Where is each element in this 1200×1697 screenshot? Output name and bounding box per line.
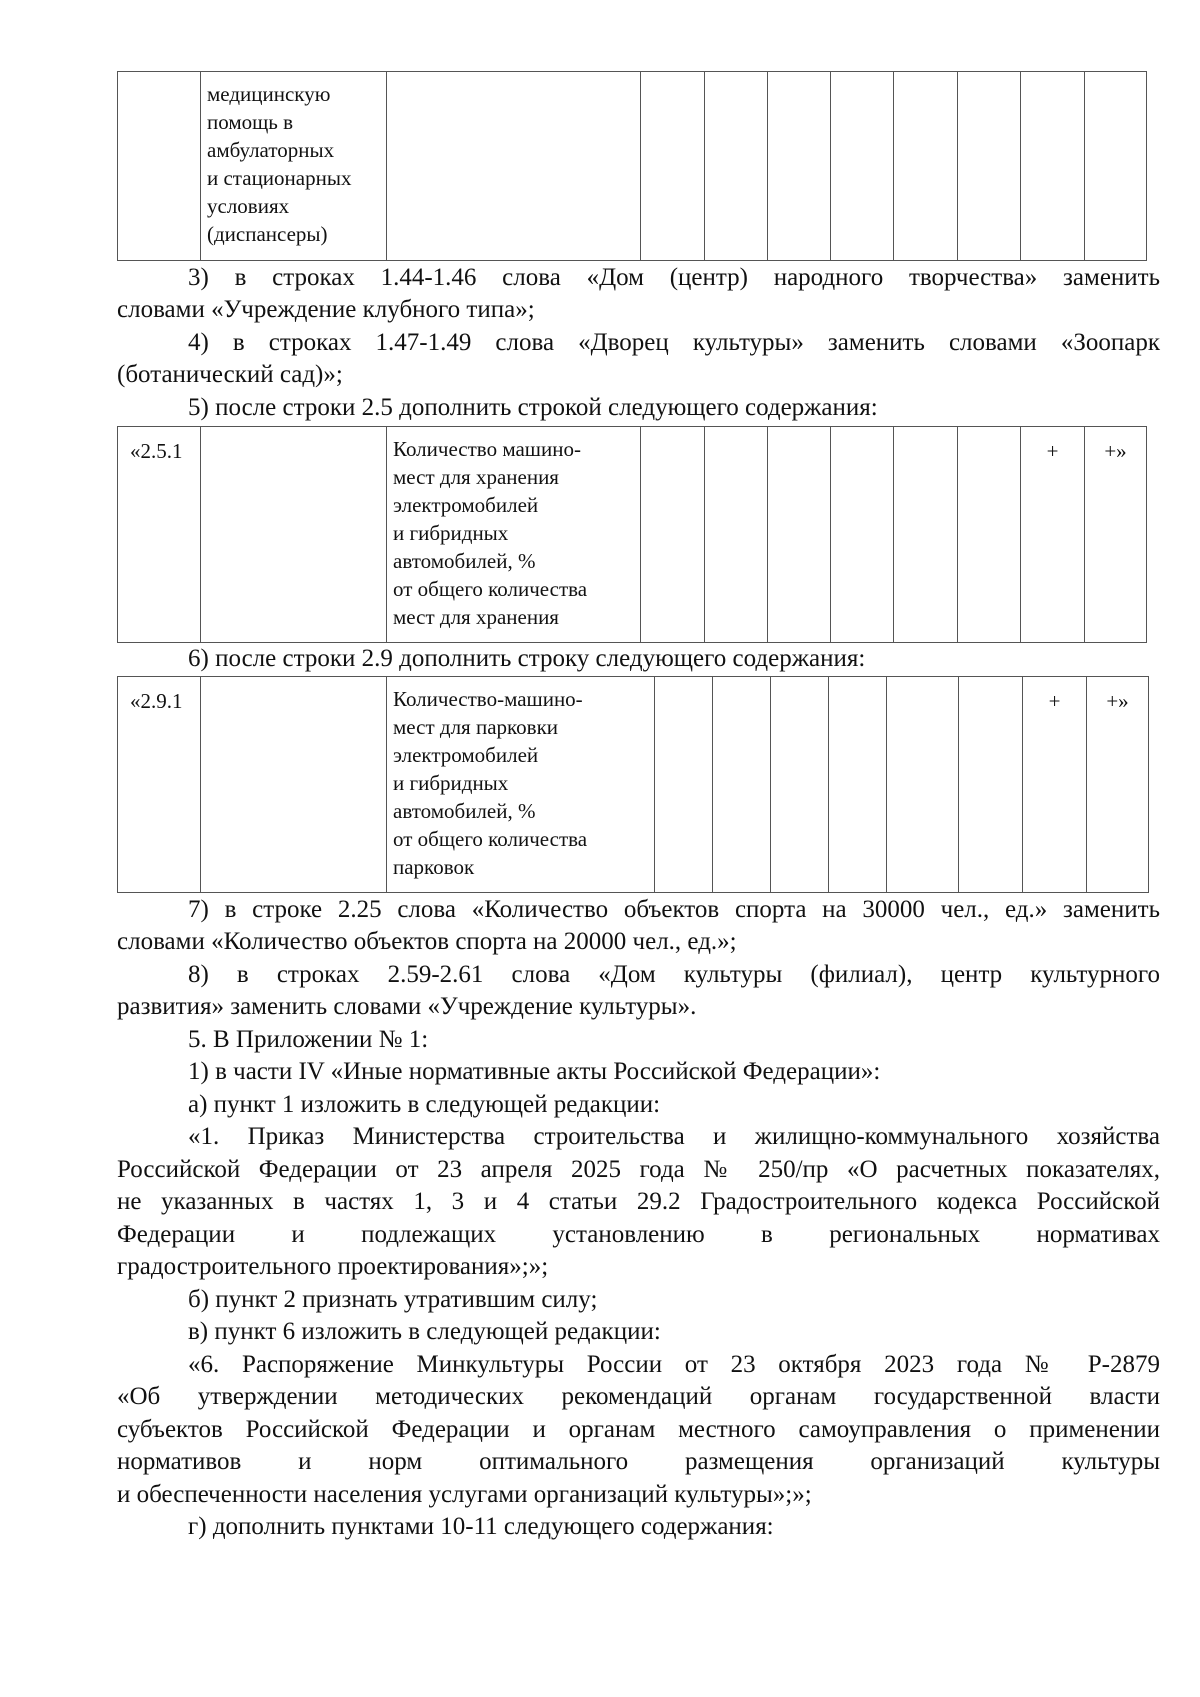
table-cell — [894, 72, 958, 261]
table-row-2-9-1 — [117, 676, 1149, 893]
table-cell — [768, 72, 831, 261]
table-cell — [387, 427, 641, 643]
text-line: 7) в строке 2.25 слова «Количество объектов спорта на 30000 чел., ед.» заменить — [188, 896, 1160, 923]
paragraph-item-3-cont — [117, 294, 1160, 326]
paragraph-item-7-cont — [117, 926, 1160, 958]
table-cell — [1085, 72, 1147, 261]
table-cell — [118, 427, 201, 643]
section-5-item-v — [117, 1316, 1160, 1348]
table-cell — [387, 677, 655, 893]
plus-mark: +» — [1104, 439, 1127, 463]
text-line: градостроительного проектирования»;»; — [117, 1253, 549, 1280]
table-cell — [1085, 427, 1147, 643]
quote-point-6-line5 — [117, 1479, 1160, 1511]
table-fragment-top — [117, 71, 1147, 261]
table-cell — [894, 427, 958, 643]
table-cell — [1021, 72, 1085, 261]
table-cell — [1023, 677, 1087, 893]
text-line: «1. Приказ Министерства строительства и жилищно-коммунального хозяйства — [188, 1123, 1160, 1150]
text-line: Федерации и подлежащих установлению в региональных нормативах — [117, 1221, 1160, 1248]
text-line: г) дополнить пунктами 10-11 следующего содержания: — [188, 1513, 774, 1540]
text-line: 4) в строках 1.47-1.49 слова «Дворец культуры» заменить словами «Зоопарк — [188, 329, 1160, 356]
quote-point-6-line2 — [117, 1381, 1160, 1413]
quote-point-1-line5 — [117, 1251, 1160, 1283]
text-line: и обеспеченности населения услугами организаций культуры»;»; — [117, 1481, 812, 1508]
table-cell — [201, 427, 387, 643]
text-line: развития» заменить словами «Учреждение культуры». — [117, 993, 697, 1020]
table-cell — [705, 72, 768, 261]
table-cell — [958, 427, 1021, 643]
table-cell — [829, 677, 887, 893]
paragraph-item-5 — [117, 392, 1160, 424]
plus-mark: + — [1048, 689, 1061, 713]
table-row — [118, 427, 1147, 643]
text-line: (ботанический сад)»; — [117, 361, 343, 388]
paragraph-item-7 — [117, 894, 1160, 926]
text-line: 8) в строках 2.59-2.61 слова «Дом культуры (филиал), центр культурного — [188, 961, 1160, 988]
text-line: 3) в строках 1.44-1.46 слова «Дом (центр) народного творчества» заменить — [188, 264, 1160, 291]
section-5-item-1 — [117, 1056, 1160, 1088]
table-cell — [959, 677, 1023, 893]
quote-point-6-line4 — [117, 1446, 1160, 1478]
quote-point-1-line4 — [117, 1219, 1160, 1251]
text-line: словами «Учреждение клубного типа»; — [117, 296, 535, 323]
text-line: б) пункт 2 признать утратившим силу; — [188, 1286, 598, 1313]
cell-text: медицинскую помощь в амбулаторных и стационарных условиях (диспансеры) — [207, 82, 352, 246]
text-line: Российской Федерации от 23 апреля 2025 года № 250/пр «О расчетных показателях, — [117, 1156, 1160, 1183]
table-cell — [887, 677, 959, 893]
table-row — [118, 677, 1149, 893]
table-cell — [831, 72, 894, 261]
row-number: «2.5.1 — [130, 439, 183, 463]
paragraph-item-3 — [117, 262, 1160, 294]
paragraph-item-6 — [117, 643, 1160, 675]
indicator-description: Количество машино- мест для хранения электромобилей и гибридных автомобилей, % от общего количества мест для хранения — [393, 437, 588, 629]
table-cell — [1021, 427, 1085, 643]
table-row — [118, 72, 1147, 261]
paragraph-item-8 — [117, 959, 1160, 991]
table-cell — [387, 72, 641, 261]
section-5-item-g — [117, 1511, 1160, 1543]
table-cell — [958, 72, 1021, 261]
text-line: нормативов и норм оптимального размещения организаций культуры — [117, 1448, 1160, 1475]
text-line: 6) после строки 2.9 дополнить строку следующего содержания: — [188, 645, 866, 672]
indicator-description: Количество-машино- мест для парковки электромобилей и гибридных автомобилей, % от общего количества парковок — [393, 687, 588, 879]
text-line: «Об утверждении методических рекомендаций органам государственной власти — [117, 1383, 1160, 1410]
table-cell — [705, 427, 768, 643]
text-line: субъектов Российской Федерации и органам местного самоуправления о применении — [117, 1416, 1160, 1443]
table-cell — [768, 427, 831, 643]
quote-point-1-line2 — [117, 1154, 1160, 1186]
quote-point-6-line3 — [117, 1414, 1160, 1446]
table-cell — [771, 677, 829, 893]
text-line: «6. Распоряжение Минкультуры России от 23 октября 2023 года № Р-2879 — [188, 1351, 1160, 1378]
text-line: в) пункт 6 изложить в следующей редакции: — [188, 1318, 661, 1345]
table-cell — [655, 677, 713, 893]
plus-mark: + — [1046, 439, 1059, 463]
paragraph-item-4 — [117, 327, 1160, 359]
table-row-2-5-1 — [117, 426, 1147, 643]
table-cell — [118, 72, 201, 261]
row-number: «2.9.1 — [130, 689, 183, 713]
table-cell — [713, 677, 771, 893]
paragraph-item-8-cont — [117, 991, 1160, 1023]
text-line: 5. В Приложении № 1: — [188, 1026, 429, 1053]
paragraph-item-4-cont — [117, 359, 1160, 391]
section-5-item-b — [117, 1284, 1160, 1316]
text-line: словами «Количество объектов спорта на 20000 чел., ед.»; — [117, 928, 737, 955]
table-cell — [201, 72, 387, 261]
text-line: 5) после строки 2.5 дополнить строкой следующего содержания: — [188, 394, 878, 421]
plus-mark: +» — [1106, 689, 1129, 713]
quote-point-1 — [117, 1121, 1160, 1153]
text-line: 1) в части IV «Иные нормативные акты Российской Федерации»: — [188, 1058, 881, 1085]
text-line: а) пункт 1 изложить в следующей редакции: — [188, 1091, 661, 1118]
table-cell — [118, 677, 201, 893]
table-cell — [831, 427, 894, 643]
section-5-item-a — [117, 1089, 1160, 1121]
table-cell — [641, 72, 705, 261]
table-cell — [641, 427, 705, 643]
text-line: не указанных в частях 1, 3 и 4 статьи 29.2 Градостроительного кодекса Российской — [117, 1188, 1160, 1215]
quote-point-6 — [117, 1349, 1160, 1381]
table-cell — [201, 677, 387, 893]
quote-point-1-line3 — [117, 1186, 1160, 1218]
section-5-heading — [117, 1024, 1160, 1056]
table-cell — [1087, 677, 1149, 893]
